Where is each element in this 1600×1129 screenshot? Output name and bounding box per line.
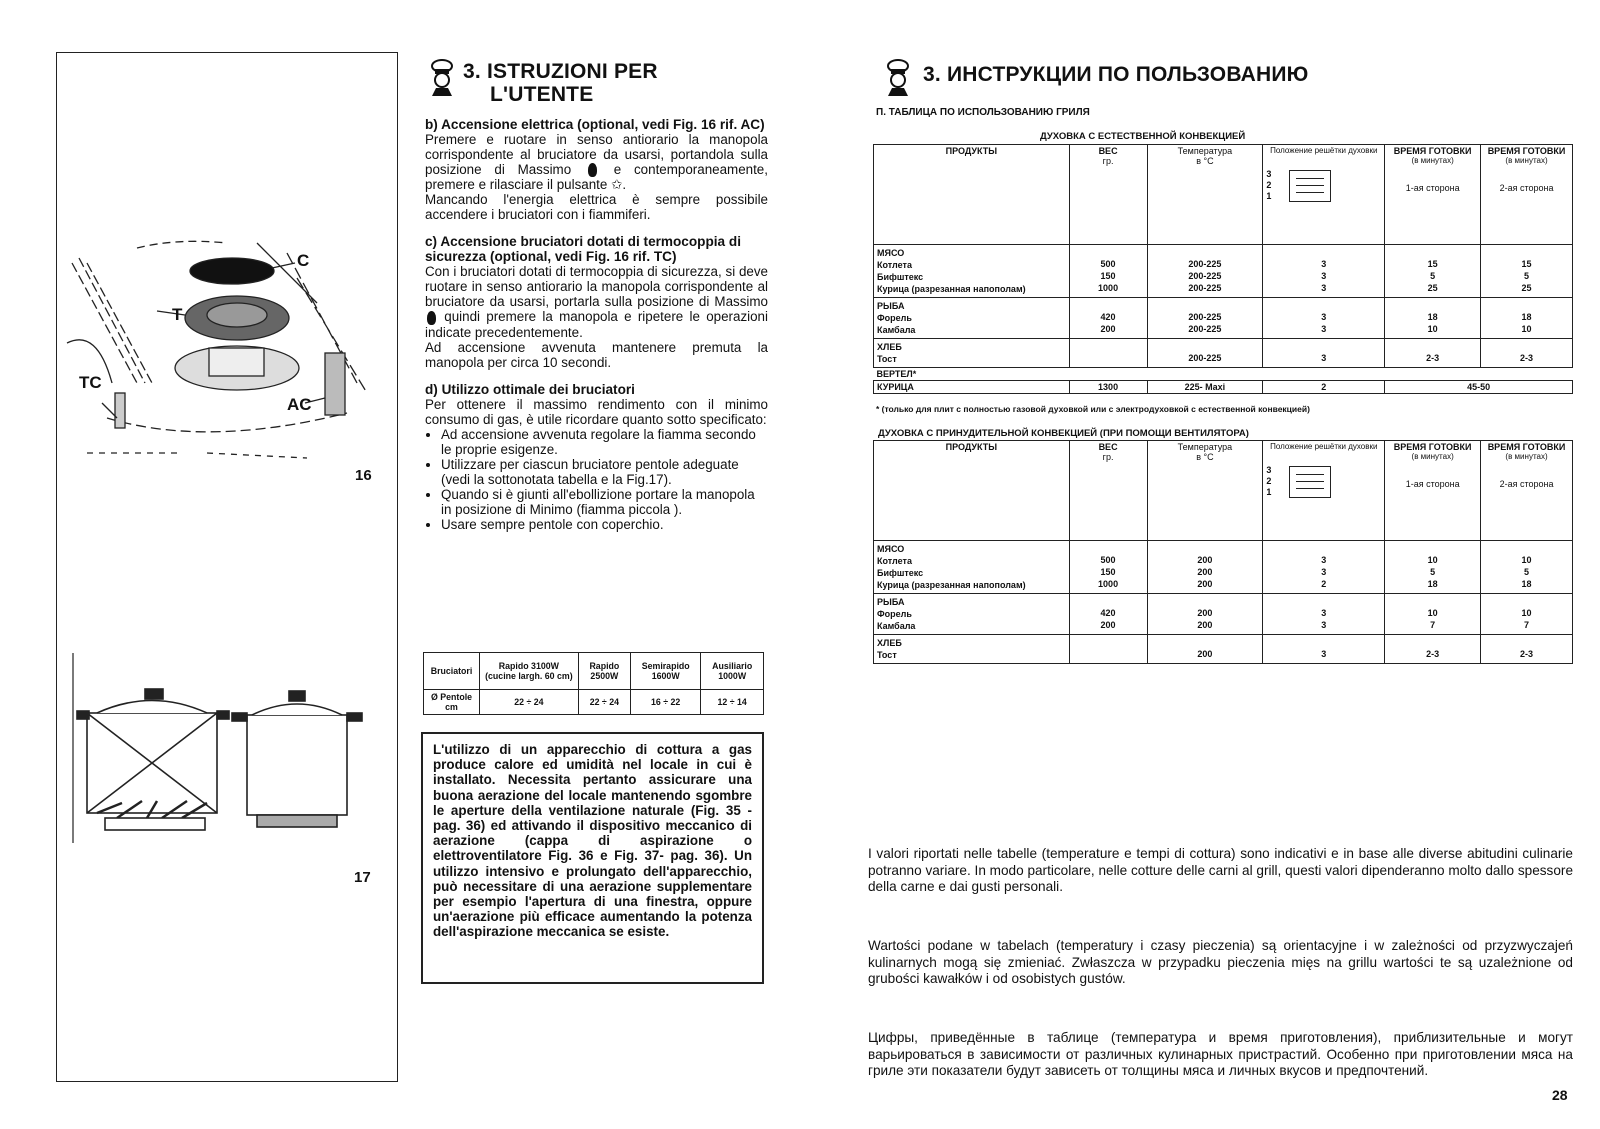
- section-d-text: Per ottenere il massimo rendimento con il minimo consumo di gas, è utile ricordare quanto sotto specificato:: [425, 396, 768, 427]
- header-time-label: ВРЕМЯ ГОТОВКИ: [1487, 442, 1566, 452]
- burner-header: Rapido 2500W: [578, 653, 630, 690]
- bullet-item: • Utilizzare per ciascun bruciatore pentole adeguate (vedi la sottonotata tabella e la Fig.17).: [441, 457, 768, 487]
- header-weight-unit: гр.: [1102, 156, 1114, 166]
- rack-level: 2: [1266, 476, 1272, 486]
- header-time-side1: [1385, 441, 1481, 541]
- rack-level: 1: [1266, 487, 1272, 497]
- table-row: [874, 298, 1573, 339]
- header-position-label: Положение решётки духовки: [1270, 442, 1378, 451]
- burner-cell: Ø Pentole cm: [424, 690, 480, 715]
- product-time-side2: 15: [1521, 259, 1532, 269]
- rack-level: 1: [1266, 191, 1272, 201]
- product-temp: 200: [1197, 567, 1213, 577]
- bullet-item: • Ad accensione avvenuta regolare la fiamma secondo le proprie esigenze.: [441, 427, 768, 457]
- rack-level: 2: [1266, 180, 1272, 190]
- section-c-heading: c) Accensione bruciatori dotati di termocoppia di sicurezza (optional, vedi Fig. 16 rif. TC): [425, 234, 741, 265]
- chef-icon-ru: [880, 58, 916, 98]
- spit-weight: 1300: [1069, 381, 1147, 394]
- spit-label: ВЕРТЕЛ*: [874, 368, 1573, 381]
- label-t: T: [172, 305, 183, 324]
- burner-header: Semirapido 1600W: [631, 653, 701, 690]
- section-c-text1: Con i bruciatori dotati di termocoppia di sicurezza, si deve ruotare in senso antiorario la manopola corrispondente al bruciatore da usarsi, portarla sulla posizione di Massimo: [425, 264, 768, 310]
- table-row: [874, 594, 1573, 635]
- product-name: Котлета: [877, 260, 912, 270]
- product-weight: 1000: [1098, 283, 1119, 293]
- table1-caption: ДУХОВКА С ЕСТЕСТВЕННОЙ КОНВЕКЦИЕЙ: [1040, 131, 1246, 142]
- header-time-unit: (в минутах): [1505, 452, 1548, 461]
- fig16-hob-illustration: [67, 241, 367, 458]
- header-side2: 2-ая сторона: [1499, 183, 1554, 193]
- product-time-side2: 5: [1524, 271, 1530, 281]
- figure-16-number: 16: [355, 467, 372, 484]
- section-c-text: [425, 264, 768, 369]
- spit-temp: 225- Maxi: [1147, 381, 1263, 394]
- it-title: [463, 60, 658, 106]
- product-time-side1: 10: [1427, 555, 1438, 565]
- gas-ventilation-warning-box: L'utilizzo di un apparecchio di cottura a gas produce calore ed umidità nel locale in cui è installato. Necessita pertanto assicurare una buona aerazione del locale mantenendo sgombre le aperture della ventilazione naturale (Fig. 35 - pag. 36) ed attivando il dispositivo meccanico di aerazione (cappa di aspirazione o elettroventilatore Fig. 36 e Fig. 37- pag. 36). Un utilizzo intensivo e prolungato dell'apparecchio, può necessitare di una aerazione supplementare per esempio l'apertura di una finestra, oppure un'aerazione più efficace aumentando la potenza dell'aspirazione meccanica se esiste.: [421, 732, 764, 984]
- burner-cell: 22 ÷ 24: [578, 690, 630, 715]
- product-weight: 1000: [1098, 579, 1119, 589]
- product-name: Курица (разрезанная напополам): [877, 580, 1026, 590]
- header-time-unit: (в минутах): [1505, 156, 1548, 165]
- section-b-text2: e contemporaneamente, premere e rilasciare il pulsante: [425, 162, 768, 193]
- table1-footnote: * (только для плит с полностью газовой духовкой или с электродуховкой с естественной конвекцией): [876, 404, 1310, 414]
- table-row: [874, 635, 1573, 664]
- label-tc: TC: [79, 373, 102, 392]
- note-russian: Цифры, приведённые в таблице (температура и время приготовления), приблизительные и могут варьироваться в зависимости от различных кулинарных пристрастий. Особенно при приготовлении мяса на гриле эти показатели будут зависеть от толщины мяса и личных вкусов и предпочтений.: [868, 1030, 1573, 1078]
- product-time-side1: 2-3: [1426, 353, 1440, 363]
- product-position: 3: [1321, 283, 1327, 293]
- bullet-item: • Quando si è giunti all'ebollizione portare la manopola in posizione di Minimo (fiamma piccola ).: [441, 487, 768, 517]
- flame-max-icon: [588, 163, 597, 177]
- product-name: Тост: [877, 650, 897, 660]
- product-temp: 200-225: [1188, 353, 1222, 363]
- product-time-side2: 10: [1521, 324, 1532, 334]
- product-position: 3: [1321, 259, 1327, 269]
- product-name: Тост: [877, 354, 897, 364]
- spit-product: КУРИЦА: [874, 381, 1070, 394]
- section-c-text2: quindi premere la manopola e ripetere le operazioni indicate precedentemente.: [425, 309, 768, 340]
- section-b-heading: b) Accensione elettrica (optional, vedi Fig. 16 rif. AC): [425, 117, 765, 132]
- rack-level: 3: [1266, 465, 1272, 475]
- product-position: 3: [1321, 271, 1327, 281]
- product-weight: 500: [1100, 259, 1116, 269]
- oven-rack-icon: [1289, 466, 1331, 498]
- fig17-pots-illustration: [77, 689, 362, 830]
- product-weight: 150: [1100, 567, 1116, 577]
- header-time-unit: (в минутах): [1411, 156, 1454, 165]
- product-position: 3: [1321, 324, 1327, 334]
- product-temp: 200: [1197, 579, 1213, 589]
- product-time-side2: 2-3: [1520, 649, 1534, 659]
- header-products: ПРОДУКТЫ: [874, 145, 1070, 245]
- product-position: 3: [1321, 620, 1327, 630]
- table2-caption: ДУХОВКА С ПРИНУДИТЕЛЬНОЙ КОНВЕКЦИЕЙ (ПРИ ПОМОЩИ ВЕНТИЛЯТОРА): [878, 428, 1249, 439]
- product-name: Бифштекс: [877, 568, 924, 578]
- product-temp: 200-225: [1188, 283, 1222, 293]
- product-time-side2: 10: [1521, 608, 1532, 618]
- product-position: 3: [1321, 649, 1327, 659]
- product-weight: 420: [1100, 608, 1116, 618]
- burner-cell: 22 ÷ 24: [480, 690, 579, 715]
- table-row: [874, 381, 1573, 394]
- ru-title: [923, 63, 1309, 86]
- section-b-text4: Mancando l'energia elettrica è sempre possibile accendere i bruciatori con i fiammiferi.: [425, 192, 768, 223]
- product-weight: 420: [1100, 312, 1116, 322]
- product-time-side1: 2-3: [1426, 649, 1440, 659]
- product-time-side2: 7: [1524, 620, 1530, 630]
- it-title-line1: 3. ISTRUZIONI PER: [463, 60, 658, 83]
- product-temp: 200: [1197, 555, 1213, 565]
- header-time-label: ВРЕМЯ ГОТОВКИ: [1393, 146, 1472, 156]
- flame-max-icon-2: [427, 311, 436, 325]
- product-time-side1: 10: [1427, 608, 1438, 618]
- header-weight: [1069, 441, 1147, 541]
- product-time-side1: 5: [1430, 567, 1436, 577]
- product-temp: 200: [1197, 608, 1213, 618]
- section-c-text3: Ad accensione avvenuta mantenere premuta la manopola per circa 10 secondi.: [425, 339, 768, 370]
- product-position: 3: [1321, 555, 1327, 565]
- product-time-side2: 25: [1521, 283, 1532, 293]
- product-weight: 200: [1100, 324, 1116, 334]
- ru-title-text: 3. ИНСТРУКЦИИ ПО ПОЛЬЗОВАНИЮ: [923, 63, 1309, 86]
- section-b-text: [425, 132, 768, 222]
- header-weight-label: ВЕС: [1098, 146, 1118, 156]
- header-side1: 1-ая сторона: [1405, 479, 1460, 489]
- spark-icon: ✩: [611, 177, 623, 193]
- note-polish: Wartości podane w tabelach (temperatury i czasy pieczenia) są orientacyjne i w zależności od przyzwyczajeń kulinarnych mogą się zmieniać. Zwłaszcza w przypadku pieczenia mięs na grillu wartości te są uzależnione od grubości kawałków i od osobistych gustów.: [868, 938, 1573, 986]
- product-position: 3: [1321, 567, 1327, 577]
- chef-icon: [424, 58, 460, 98]
- product-position: 2: [1321, 579, 1327, 589]
- product-name: Камбала: [877, 621, 916, 631]
- product-name: Форель: [877, 313, 912, 323]
- header-time-label: ВРЕМЯ ГОТОВКИ: [1487, 146, 1566, 156]
- header-products: ПРОДУКТЫ: [874, 441, 1070, 541]
- product-temp: 200: [1197, 649, 1213, 659]
- spit-time: 45-50: [1385, 381, 1573, 394]
- section-d-heading: d) Utilizzo ottimale dei bruciatori: [425, 381, 635, 397]
- header-side2: 2-ая сторона: [1499, 479, 1554, 489]
- group-label: ХЛЕБ: [877, 638, 902, 648]
- figure-panel: [56, 52, 398, 1082]
- bullet-item: • Usare sempre pentole con coperchio.: [441, 517, 768, 532]
- product-name: Курица (разрезанная напополам): [877, 284, 1026, 294]
- product-name: Камбала: [877, 325, 916, 335]
- header-weight-unit: гр.: [1102, 452, 1114, 462]
- burner-cell: 16 ÷ 22: [631, 690, 701, 715]
- product-time-side2: 2-3: [1520, 353, 1534, 363]
- product-time-side1: 18: [1427, 579, 1438, 589]
- header-temp-label: Температура: [1177, 146, 1233, 156]
- header-time-unit: (в минутах): [1411, 452, 1454, 461]
- burner-pot-table: [423, 652, 764, 715]
- header-temp-label: Температура: [1177, 442, 1233, 452]
- spit-position: 2: [1263, 381, 1385, 394]
- table-row: [874, 245, 1573, 298]
- ru-subtitle: П. ТАБЛИЦА ПО ИСПОЛЬЗОВАНИЮ ГРИЛЯ: [876, 107, 1090, 118]
- header-time-side1: [1385, 145, 1481, 245]
- group-label: ХЛЕБ: [877, 342, 902, 352]
- product-weight: 500: [1100, 555, 1116, 565]
- product-name: Бифштекс: [877, 272, 924, 282]
- rack-level: 3: [1266, 169, 1272, 179]
- product-time-side1: 5: [1430, 271, 1436, 281]
- product-time-side1: 15: [1427, 259, 1438, 269]
- product-name: Форель: [877, 609, 912, 619]
- figure-17-number: 17: [354, 869, 371, 886]
- grill-table-natural: [873, 144, 1573, 394]
- it-title-line2: L'UTENTE: [490, 83, 594, 106]
- group-label: МЯСО: [877, 544, 905, 554]
- it-instructions: [425, 117, 768, 532]
- product-weight: 150: [1100, 271, 1116, 281]
- header-side1: 1-ая сторона: [1405, 183, 1460, 193]
- label-c: C: [297, 251, 310, 270]
- header-temp: [1147, 145, 1263, 245]
- product-time-side2: 18: [1521, 579, 1532, 589]
- burner-header: Bruciatori: [424, 653, 480, 690]
- grill-table-forced: [873, 440, 1573, 664]
- product-weight: 200: [1100, 620, 1116, 630]
- product-time-side2: 18: [1521, 312, 1532, 322]
- header-weight-label: ВЕС: [1098, 442, 1118, 452]
- product-name: Котлета: [877, 556, 912, 566]
- product-position: 3: [1321, 608, 1327, 618]
- section-b-text1: Premere e ruotare in senso antiorario la manopola corrispondente al bruciatore da usarsi, portandola sulla posizione di Massimo: [425, 132, 768, 177]
- header-time-side2: [1481, 145, 1573, 245]
- table-row: [874, 368, 1573, 381]
- product-time-side1: 25: [1427, 283, 1438, 293]
- label-ac: AC: [287, 395, 312, 414]
- burner-header: Ausiliario 1000W: [701, 653, 764, 690]
- product-temp: 200-225: [1188, 259, 1222, 269]
- burner-cell: 12 ÷ 14: [701, 690, 764, 715]
- header-weight: [1069, 145, 1147, 245]
- page-number: 28: [1552, 1087, 1568, 1103]
- header-position: [1263, 145, 1385, 245]
- product-temp: 200-225: [1188, 324, 1222, 334]
- group-label: МЯСО: [877, 248, 905, 258]
- header-time-side2: [1481, 441, 1573, 541]
- product-time-side2: 5: [1524, 567, 1530, 577]
- table-row: [874, 339, 1573, 368]
- header-position-label: Положение решётки духовки: [1270, 146, 1378, 155]
- header-temp-unit: в °С: [1196, 452, 1214, 462]
- product-position: 3: [1321, 312, 1327, 322]
- header-temp: [1147, 441, 1263, 541]
- header-position: [1263, 441, 1385, 541]
- group-label: РЫБА: [877, 597, 905, 607]
- burner-header: Rapido 3100W (cucine largh. 60 cm): [480, 653, 579, 690]
- product-temp: 200-225: [1188, 271, 1222, 281]
- product-position: 3: [1321, 353, 1327, 363]
- header-temp-unit: в °С: [1196, 156, 1214, 166]
- oven-rack-icon: [1289, 170, 1331, 202]
- product-temp: 200-225: [1188, 312, 1222, 322]
- product-time-side1: 10: [1427, 324, 1438, 334]
- product-temp: 200: [1197, 620, 1213, 630]
- figure-16-17-drawing: [57, 53, 397, 1081]
- header-time-label: ВРЕМЯ ГОТОВКИ: [1393, 442, 1472, 452]
- product-time-side1: 18: [1427, 312, 1438, 322]
- group-label: РЫБА: [877, 301, 905, 311]
- table-row: [874, 541, 1573, 594]
- product-time-side1: 7: [1430, 620, 1436, 630]
- section-d-bullets: [425, 427, 768, 532]
- section-b-text3: .: [622, 177, 627, 193]
- product-time-side2: 10: [1521, 555, 1532, 565]
- note-italian: I valori riportati nelle tabelle (temperature e tempi di cottura) sono indicativi e in base alle diverse abitudini culinarie potranno variare. In modo particolare, nelle cotture delle carni al grill, questi valori dipenderanno molto dallo spessore della carne e dai gusti personali.: [868, 846, 1574, 894]
